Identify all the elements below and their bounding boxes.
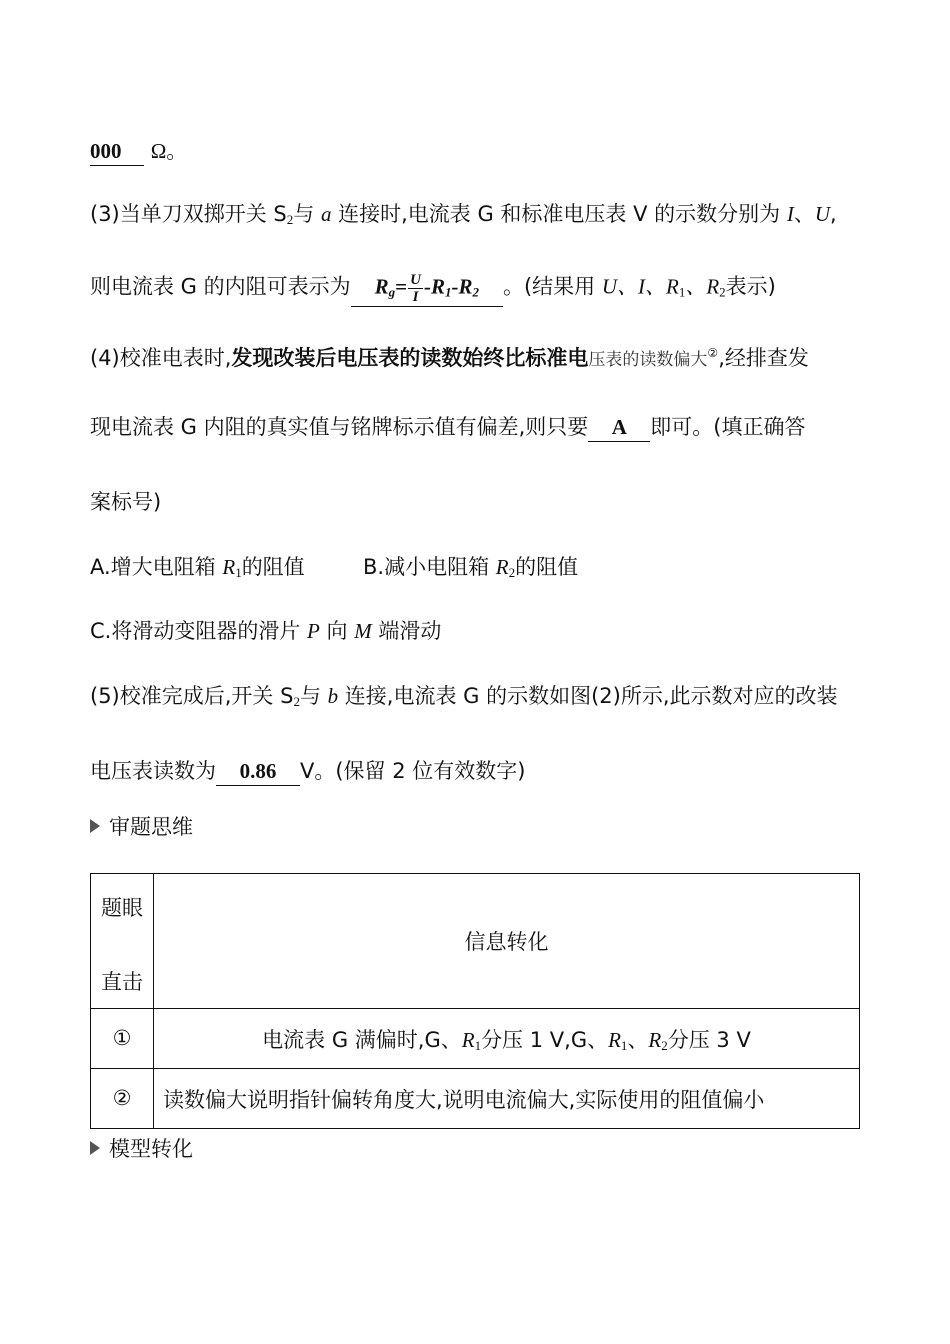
sub: 2: [661, 1037, 668, 1053]
var-R: R: [495, 555, 509, 579]
opt-text: A.增大电阻箱: [90, 555, 223, 579]
var-R: R: [222, 555, 236, 579]
sub: 2: [508, 565, 516, 580]
ans-r1: -R: [423, 274, 445, 299]
unit-ohm: Ω。: [150, 139, 188, 163]
sep: 、: [793, 202, 815, 226]
table-header-cell: 信息转化: [154, 874, 860, 1009]
q3-text: 则电流表 G 的内阻可表示为: [90, 274, 351, 299]
q4-text: ,经排查发: [718, 346, 809, 370]
var-R: R: [608, 1027, 621, 1052]
triangle-bullet-icon: [90, 819, 100, 833]
row-mark: ②: [91, 1069, 154, 1129]
ans-r2: -R: [451, 274, 473, 299]
var-R: R: [461, 1027, 475, 1052]
q3-text: 与: [293, 202, 321, 226]
var-M: M: [354, 619, 372, 643]
q5-text: V。(保留 2 位有效数字): [300, 759, 526, 783]
section-heading-model: [90, 1133, 193, 1163]
vars: 、R: [685, 274, 720, 299]
info-table: [90, 873, 860, 1129]
q5-line1: [90, 682, 838, 716]
opt-text: 向: [319, 619, 355, 643]
q5-text: 与: [299, 684, 328, 708]
answer-blank-086: 0.86: [216, 757, 300, 786]
sub: 2: [293, 694, 300, 709]
var-I: I: [786, 202, 794, 226]
section-title: 审题思维: [109, 815, 193, 839]
triangle-bullet-icon: [90, 1141, 100, 1155]
q4-line1: [90, 339, 809, 374]
var-R: R: [648, 1027, 662, 1052]
opt-text: B.减小电阻箱: [363, 555, 496, 579]
var-a: a: [320, 202, 332, 226]
sub: 1: [235, 565, 242, 580]
sub: 1: [620, 1037, 628, 1053]
answer-line-000: [90, 137, 187, 166]
section-heading-analysis: [90, 811, 193, 841]
row-mark: ①: [91, 1009, 154, 1069]
option-C: [90, 617, 441, 645]
table-row: [91, 1009, 860, 1069]
q3-text: 连接时,电流表 G 和标准电压表 V 的示数分别为: [331, 202, 787, 226]
sub: 1: [474, 1037, 482, 1053]
row-content: [154, 1009, 860, 1069]
opt-text: 的阻值: [241, 555, 305, 579]
q3-text: (3)当单刀双掷开关 S: [90, 202, 287, 226]
sub: 2: [286, 212, 294, 227]
vars: U、I、R: [601, 274, 679, 299]
cell-text: 电流表 G 满偏时,G、: [262, 1027, 462, 1052]
section-title: 模型转化: [109, 1137, 193, 1161]
header-label: 题眼: [101, 896, 143, 920]
q5-line2: [90, 757, 525, 786]
table-header-cell: [91, 874, 154, 1009]
opt-text: 的阻值: [515, 555, 579, 579]
cell-text: 分压 1 V,G、: [481, 1027, 609, 1052]
q4-bold: 发现改装后电压表的读数始终比标准电: [231, 346, 589, 370]
option-A: [90, 553, 305, 587]
frac-den: I: [412, 289, 419, 305]
cell-text: 分压 3 V: [667, 1027, 751, 1052]
q3-text: 。(结果用: [502, 274, 602, 299]
var-U: U: [814, 202, 830, 226]
q5-text: 电压表读数为: [90, 759, 216, 783]
sub: 1: [678, 284, 686, 300]
eq: =: [395, 274, 408, 299]
q4-small: 压表的读数偏大: [588, 350, 708, 369]
option-B: [363, 553, 578, 587]
sub: g: [388, 284, 396, 300]
answer-blank-rg: [351, 272, 503, 307]
q3-line1: [90, 200, 837, 234]
sub: 1: [444, 284, 452, 300]
frac-num: U: [410, 272, 421, 288]
q4-line3: 案标号): [90, 490, 162, 514]
q3-line2: [90, 272, 776, 307]
opt-text: 端滑动: [371, 619, 442, 643]
sub: 2: [472, 284, 479, 300]
answer-blank: 000: [90, 137, 144, 166]
cell-text: 、: [627, 1027, 649, 1052]
var-P: P: [307, 619, 320, 643]
answer-blank-A: A: [588, 413, 650, 442]
table-row: [91, 1069, 860, 1129]
var-b: b: [327, 684, 339, 708]
q4-text: 现电流表 G 内阻的真实值与铭牌标示值有偏差,则只要: [90, 415, 589, 439]
comma: ,: [830, 202, 837, 226]
fraction: [408, 272, 423, 305]
ans-R: R: [374, 274, 389, 299]
q5-text: (5)校准完成后,开关 S: [90, 684, 294, 708]
q5-text: 连接,电流表 G 的示数如图(2)所示,此示数对应的改装: [338, 684, 838, 708]
table-header-row: [91, 874, 860, 1009]
sub: 2: [719, 284, 726, 300]
header-label: 直击: [101, 970, 143, 994]
q3-text: 表示): [725, 274, 776, 299]
q4-text: (4)校准电表时,: [90, 346, 232, 370]
row-content: 读数偏大说明指针偏转角度大,说明电流偏大,实际使用的阻值偏小: [154, 1069, 860, 1129]
mark-2: ②: [707, 346, 719, 360]
opt-text: C.将滑动变阻器的滑片: [90, 619, 308, 643]
q4-line2: [90, 413, 806, 442]
q4-text: 即可。(填正确答: [650, 415, 806, 439]
